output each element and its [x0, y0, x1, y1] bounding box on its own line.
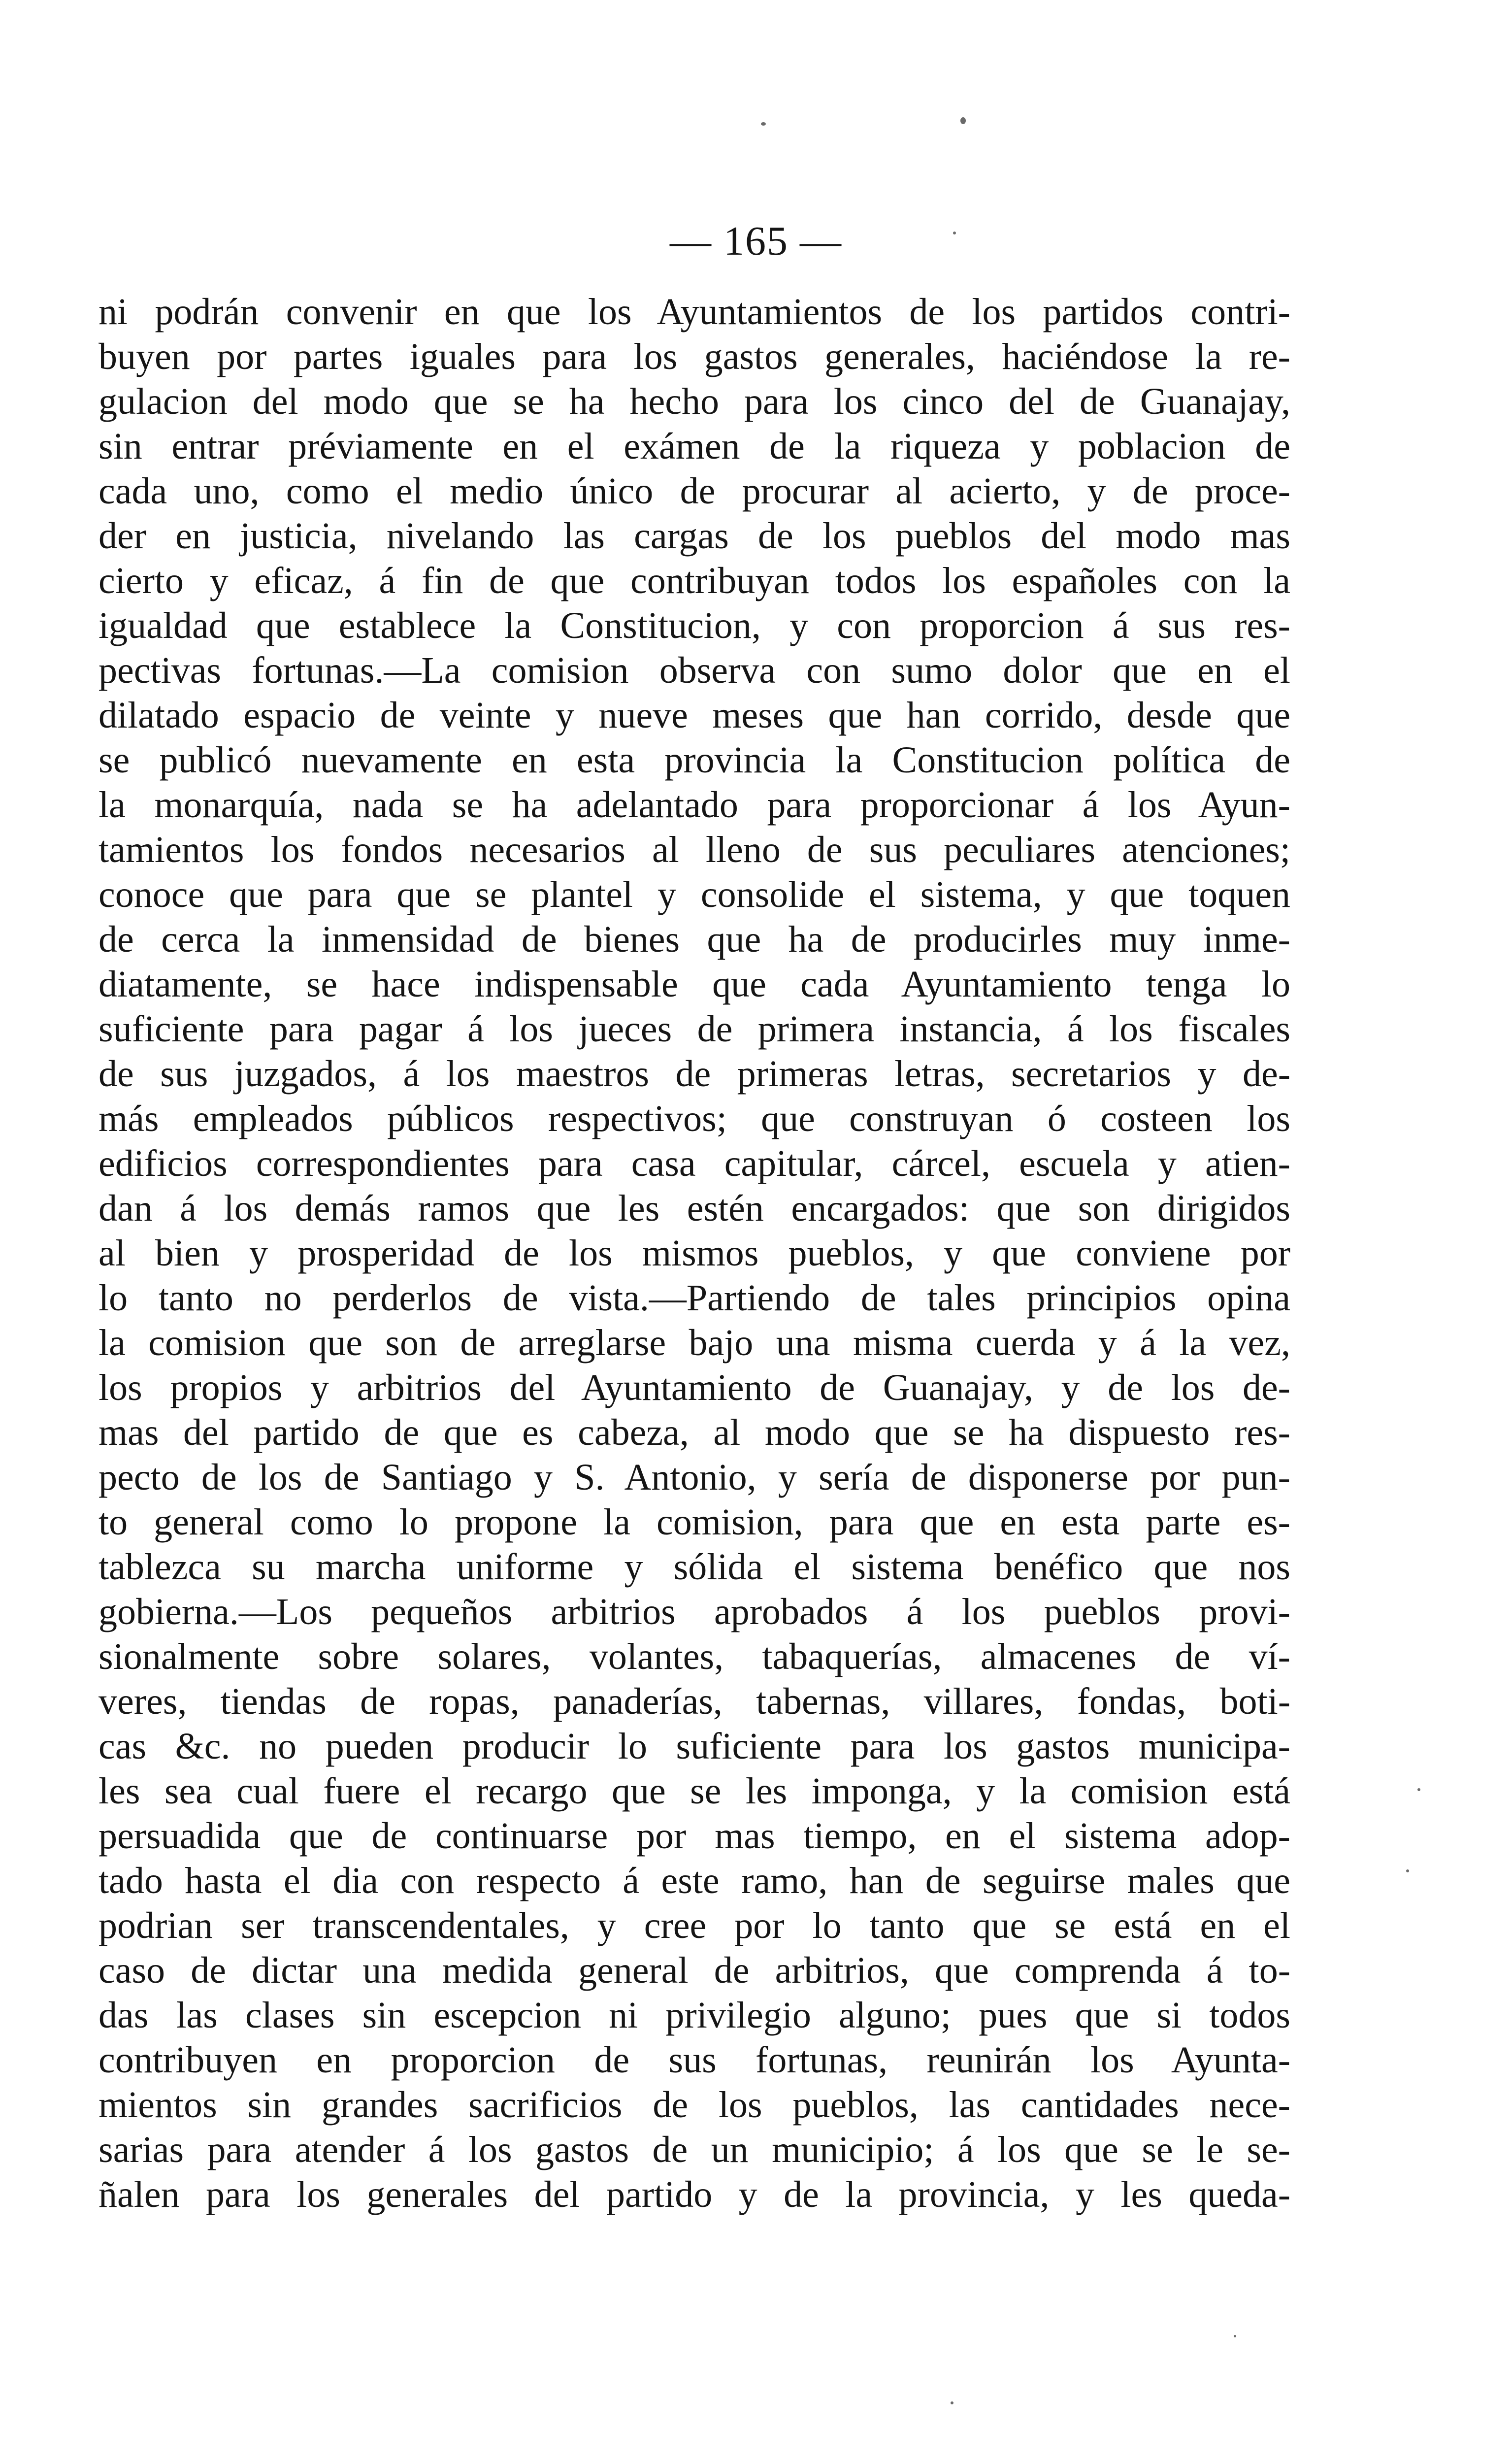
text-line: la comision que son de arreglarse bajo una misma cuerda y á la vez, — [99, 1322, 1290, 1364]
scan-speck — [1406, 1869, 1409, 1872]
text-line: de cerca la inmensidad de bienes que ha de producirles muy inme- — [99, 919, 1290, 960]
text-line: tablezca su marcha uniforme y sólida el sistema benéfico que nos — [99, 1546, 1290, 1588]
scan-speck — [951, 2401, 953, 2404]
text-line: mas del partido de que es cabeza, al modo que se ha dispuesto res- — [99, 1412, 1290, 1453]
text-line: das las clases sin escepcion ni privilegio alguno; pues que si todos — [99, 1995, 1290, 2036]
text-line: más empleados públicos respectivos; que construyan ó costeen los — [99, 1098, 1290, 1139]
text-line: de sus juzgados, á los maestros de primeras letras, secretarios y de- — [99, 1053, 1290, 1095]
text-line: dan á los demás ramos que les estén encargados: que son dirigidos — [99, 1188, 1290, 1229]
text-line: conoce que para que se plantel y consolide el sistema, y que toquen — [99, 874, 1290, 915]
text-line: cas &c. no pueden producir lo suficiente para los gastos municipa- — [99, 1726, 1290, 1767]
text-line: der en justicia, nivelando las cargas de los pueblos del modo mas — [99, 515, 1290, 557]
scan-speck — [953, 232, 956, 234]
text-line: los propios y arbitrios del Ayuntamiento de Guanajay, y de los de- — [99, 1367, 1290, 1408]
text-line: caso de dictar una medida general de arbitrios, que comprenda á to- — [99, 1950, 1290, 1991]
text-line: buyen por partes iguales para los gastos generales, haciéndose la re- — [99, 336, 1290, 377]
text-line: tado hasta el dia con respecto á este ramo, han de seguirse males que — [99, 1860, 1290, 1901]
page-number: — 165 — — [670, 218, 842, 264]
text-line: lo tanto no perderlos de vista.—Partiendo de tales principios opina — [99, 1277, 1290, 1319]
text-line: to general como lo propone la comision, para que en esta parte es- — [99, 1501, 1290, 1543]
text-line: ni podrán convenir en que los Ayuntamientos de los partidos contri- — [99, 291, 1290, 333]
scan-speck — [1417, 1788, 1420, 1791]
text-line: la monarquía, nada se ha adelantado para proporcionar á los Ayun- — [99, 784, 1290, 826]
text-line: dilatado espacio de veinte y nueve meses que han corrido, desde que — [99, 695, 1290, 736]
text-line: pectivas fortunas.—La comision observa con sumo dolor que en el — [99, 650, 1290, 691]
text-line: se publicó nuevamente en esta provincia la Constitucion política de — [99, 739, 1290, 781]
text-line: persuadida que de continuarse por mas tiempo, en el sistema adop- — [99, 1815, 1290, 1857]
text-line: al bien y prosperidad de los mismos pueblos, y que conviene por — [99, 1232, 1290, 1274]
text-line: igualdad que establece la Constitucion, y con proporcion á sus res- — [99, 605, 1290, 646]
text-line: podrian ser transcendentales, y cree por lo tanto que se está en el — [99, 1905, 1290, 1946]
scan-speck — [960, 117, 966, 124]
scan-speck — [1234, 2335, 1236, 2337]
scan-speck — [761, 122, 766, 126]
text-line: mientos sin grandes sacrificios de los pueblos, las cantidades nece- — [99, 2084, 1290, 2126]
text-line: sarias para atender á los gastos de un municipio; á los que se le se- — [99, 2129, 1290, 2170]
text-line: ñalen para los generales del partido y de la provincia, y les queda- — [99, 2174, 1290, 2215]
text-line: edificios correspondientes para casa capitular, cárcel, escuela y atien- — [99, 1143, 1290, 1184]
text-line: sin entrar préviamente en el exámen de la riqueza y poblacion de — [99, 426, 1290, 467]
text-line: cierto y eficaz, á fin de que contribuyan todos los españoles con la — [99, 560, 1290, 601]
text-line: gulacion del modo que se ha hecho para los cinco del de Guanajay, — [99, 381, 1290, 422]
text-line: contribuyen en proporcion de sus fortunas, reunirán los Ayunta- — [99, 2039, 1290, 2081]
text-line: les sea cual fuere el recargo que se les imponga, y la comision está — [99, 1770, 1290, 1812]
body-text — [99, 290, 1290, 2217]
text-line: tamientos los fondos necesarios al lleno de sus peculiares atenciones; — [99, 829, 1290, 870]
text-line: sionalmente sobre solares, volantes, tabaquerías, almacenes de ví- — [99, 1636, 1290, 1677]
text-line: cada uno, como el medio único de procurar al acierto, y de proce- — [99, 470, 1290, 512]
text-line: veres, tiendas de ropas, panaderías, tabernas, villares, fondas, boti- — [99, 1681, 1290, 1722]
text-line: pecto de los de Santiago y S. Antonio, y sería de disponerse por pun- — [99, 1457, 1290, 1498]
text-line: suficiente para pagar á los jueces de primera instancia, á los fiscales — [99, 1008, 1290, 1050]
text-line: diatamente, se hace indispensable que cada Ayuntamiento tenga lo — [99, 964, 1290, 1005]
text-line: gobierna.—Los pequeños arbitrios aprobados á los pueblos provi- — [99, 1591, 1290, 1632]
